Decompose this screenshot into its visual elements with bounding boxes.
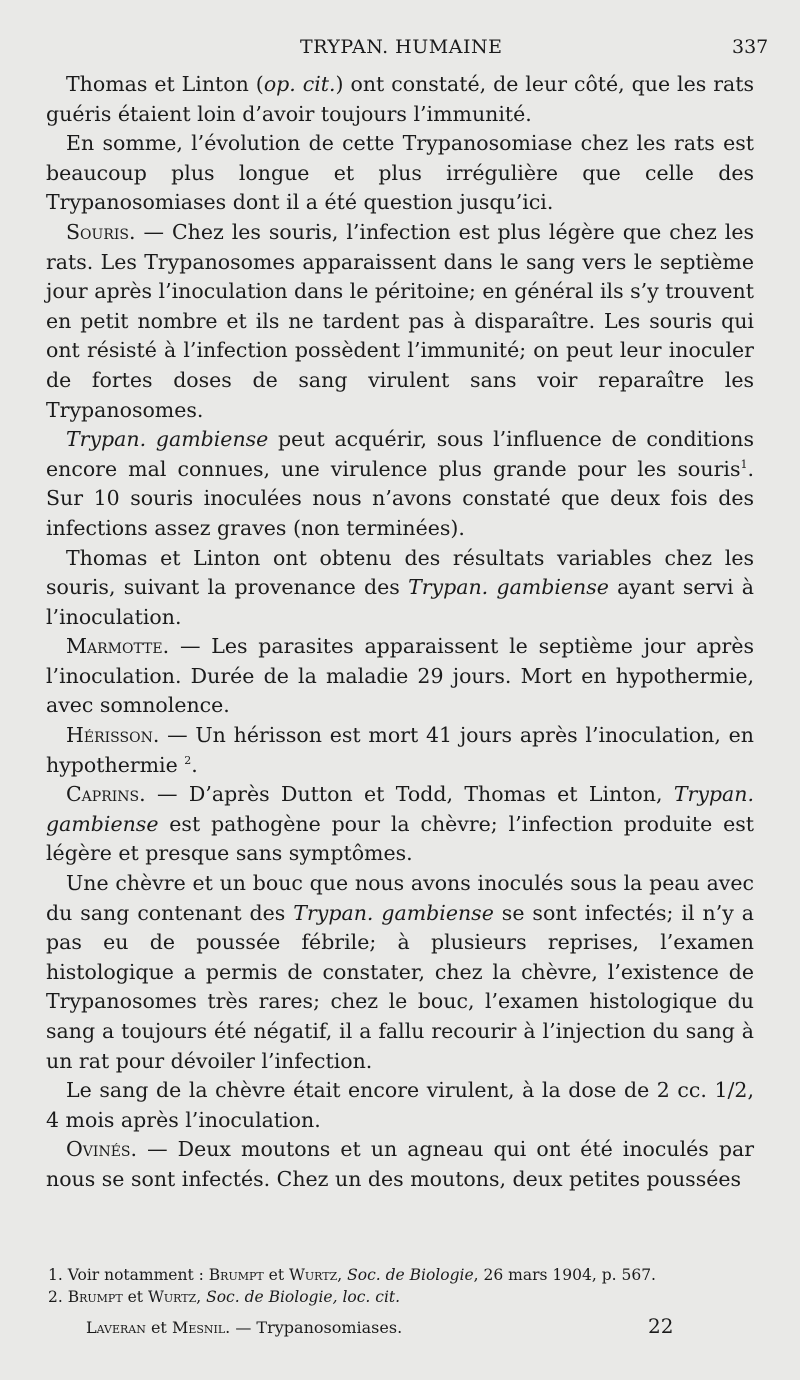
paragraph	[46, 425, 754, 543]
paragraph	[46, 129, 754, 218]
text-run: Thomas et Linton (	[66, 72, 264, 96]
text-run: — Chez les souris, l’infection est plus légère que chez les rats. Les Trypanosomes apparaissent dans le sang vers le septième jour après l’inoculation dans le péritoine; en général ils s’y trouvent en petit nombre et ils ne tardent pas à disparaître. Les souris qui ont résisté à l’infection possèdent l’immunité; on peut leur inoculer de fortes doses de sang virulent sans voir reparaître les Trypanosomes.	[46, 219, 754, 422]
body-text	[46, 70, 754, 1195]
text-run: peut acquérir, sous l’influence de conditions encore mal connues, une virulence plus grande pour les souris	[46, 427, 754, 481]
footer-credit	[86, 1318, 402, 1337]
text-run: ,	[337, 1266, 348, 1284]
signature-mark: 22	[648, 1314, 674, 1338]
text-run: se sont infectés; il n’y a pas eu de poussée fébrile; à plusieurs reprises, l’examen histologique a permis de constater, chez la chèvre, l’existence de Trypanosomes très rares; chez le bouc, l’examen histologique du sang a toujours été négatif, il a fallu recourir à l’injection du sang à un rat pour dévoiler l’infection.	[46, 900, 754, 1073]
small-caps-text: Souris.	[66, 219, 136, 244]
italic-text: Soc. de Biologie	[347, 1266, 474, 1284]
text-run: Le sang de la chèvre était encore virulent, à la dose de 2 cc. 1/2, 4 mois après l’inoculation.	[46, 1078, 754, 1132]
small-caps-text: Marmotte.	[66, 634, 170, 659]
italic-text: Trypan. gambiense	[408, 575, 609, 600]
text-run: En somme, l’évolution de cette Trypanosomiase chez les rats est beaucoup plus longue et plus irrégulière que celle des Trypanosomiases dont il a été question jusqu’ici.	[46, 131, 754, 215]
text-run: ,	[196, 1288, 207, 1306]
text-run: — Deux moutons et un agneau qui ont été inoculés par nous se sont infectés. Chez un des moutons, deux petites poussées	[46, 1137, 754, 1191]
page-number: 337	[732, 36, 769, 58]
paragraph	[46, 1135, 754, 1194]
italic-text: op. cit.	[263, 72, 336, 96]
italic-text: Trypan. gambiense	[66, 427, 269, 452]
footnote	[46, 1264, 754, 1286]
small-caps-text: Ovinés.	[66, 1137, 138, 1162]
text-run: et	[263, 1266, 289, 1284]
footnote-ref: 1	[740, 457, 748, 471]
paragraph	[46, 721, 754, 780]
footnotes	[46, 1264, 754, 1308]
small-caps-text: Wurtz	[147, 1288, 197, 1306]
small-caps-text: Brumpt	[208, 1266, 264, 1284]
text-run: 2.	[48, 1288, 68, 1306]
text-run: .	[191, 752, 198, 777]
running-title: TRYPAN. HUMAINE	[300, 36, 503, 58]
paragraph	[46, 1076, 754, 1135]
text-run: Thomas et Linton ont obtenu des résultats variables chez les souris, suivant la provenance des	[46, 545, 754, 600]
page-footer	[0, 1314, 800, 1344]
small-caps-text: Caprins.	[66, 782, 146, 807]
small-caps-text: Brumpt	[67, 1288, 123, 1306]
italic-text: Trypan. gambiense	[46, 782, 754, 836]
text-run: et	[145, 1318, 172, 1337]
footnote	[46, 1286, 754, 1308]
text-run: et	[122, 1288, 148, 1306]
text-run: — Les parasites apparaissent le septième jour après l’inoculation. Durée de la maladie 29 jours. Mort en hypothermie, avec somnolence.	[46, 634, 754, 718]
text-run: — D’après Dutton et Todd, Thomas et Linton,	[145, 782, 674, 807]
text-run: . Sur 10 souris inoculées nous n’avons constaté que deux fois des infections assez graves (non terminées).	[46, 456, 754, 540]
paragraph	[46, 869, 754, 1076]
paragraph	[46, 544, 754, 633]
small-caps-text: Laveran	[86, 1318, 146, 1337]
footnote-ref: 2	[184, 753, 192, 767]
paragraph	[46, 70, 754, 129]
text-run: Une chèvre et un bouc que nous avons inoculés sous la peau avec du sang contenant des	[46, 871, 754, 925]
small-caps-text: Mesnil	[171, 1318, 226, 1337]
text-run: — Un hérisson est mort 41 jours après l’inoculation, en hypothermie	[46, 723, 754, 777]
text-run: . — Trypanosomiases.	[225, 1318, 403, 1337]
paragraph	[46, 632, 754, 721]
paragraph	[46, 780, 754, 869]
text-run: 1. Voir notamment :	[48, 1266, 209, 1284]
text-run: ayant servi à l’inoculation.	[46, 575, 754, 629]
text-run: est pathogène pour la chèvre; l’infection produite est légère et presque sans symptômes.	[46, 811, 754, 866]
italic-text: Soc. de Biologie, loc. cit.	[206, 1288, 401, 1306]
paragraph	[46, 218, 754, 425]
small-caps-text: Hérisson.	[66, 723, 160, 748]
page-header	[0, 36, 800, 62]
small-caps-text: Wurtz	[288, 1266, 338, 1284]
text-run: , 26 mars 1904, p. 567.	[473, 1266, 656, 1284]
text-run: ) ont constaté, de leur côté, que les rats guéris étaient loin d’avoir toujours l’immunité.	[46, 72, 754, 126]
italic-text: Trypan. gambiense	[293, 900, 494, 925]
